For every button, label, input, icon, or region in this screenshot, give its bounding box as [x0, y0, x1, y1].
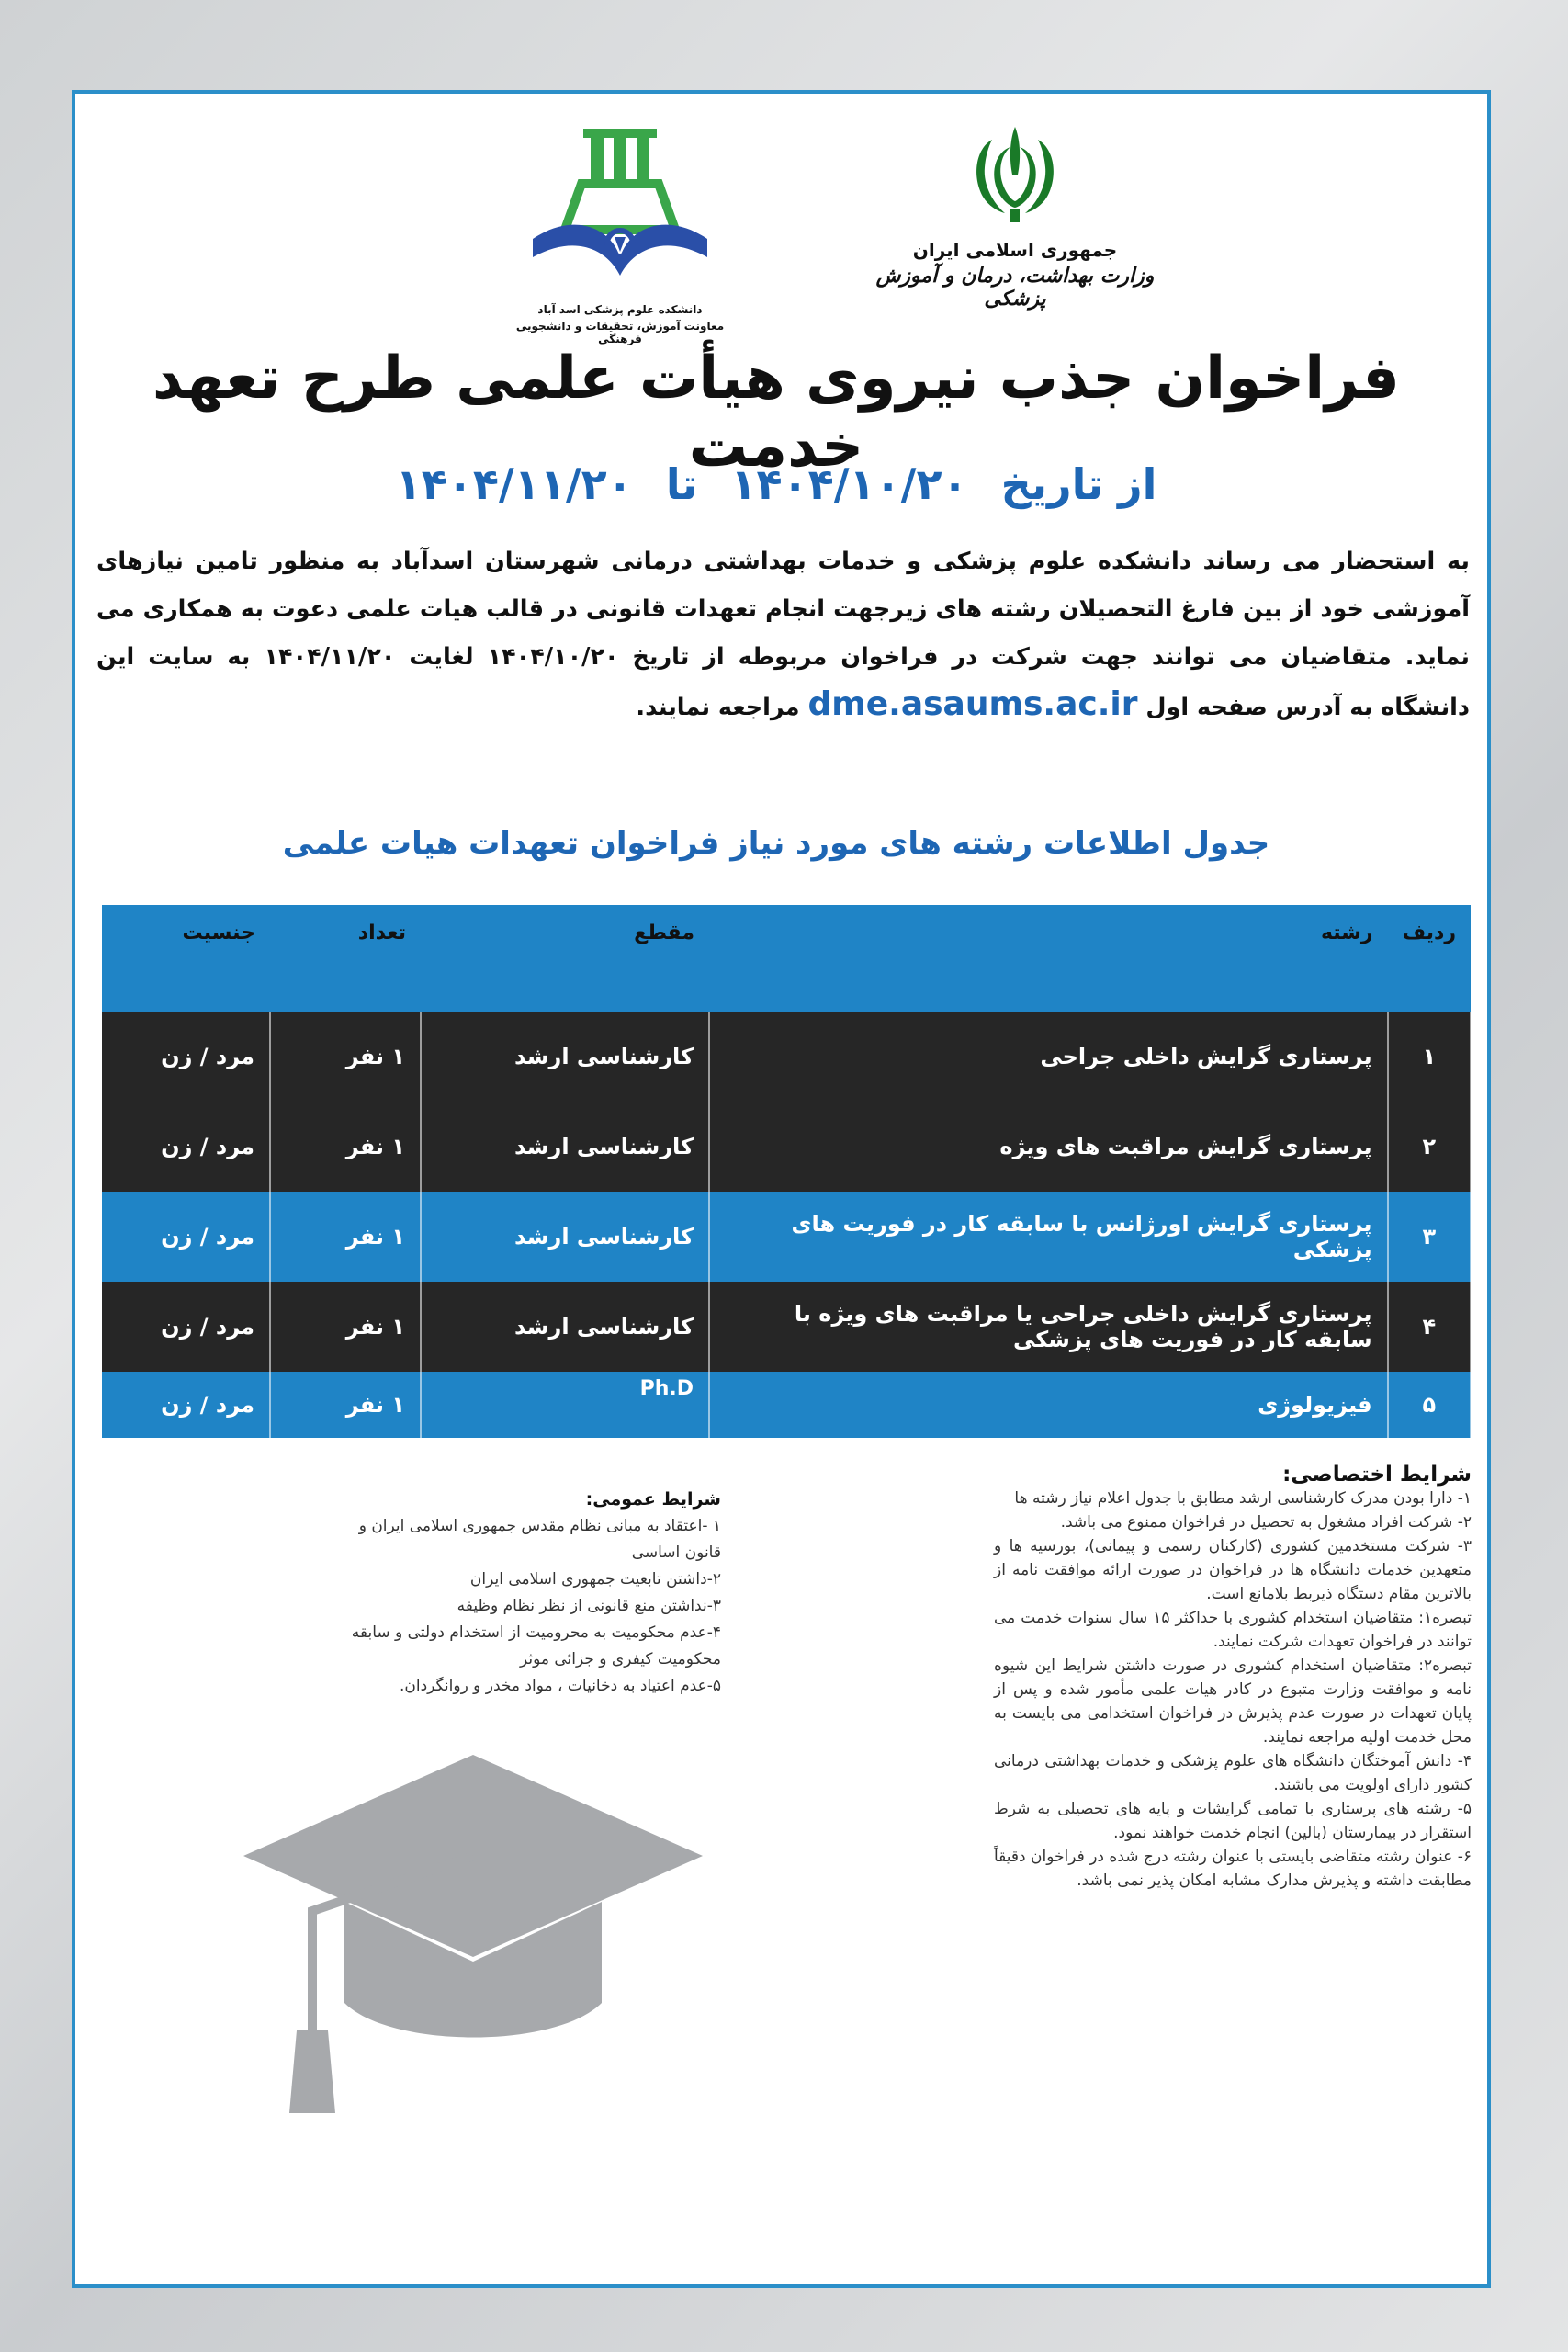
fields-table: [102, 905, 1472, 1438]
ministry-logo: [863, 119, 1167, 311]
list-item: ۳- شرکت مستخدمین کشوری (کارکنان رسمی و پیمانی)، بورسیه ها و متعهدین خدمات دانشگاه ها در فراخوان در صورت ارائه موافقت نامه از بالاترین مقام دستگاه ذیربط بلامانع است.: [994, 1537, 1472, 1603]
row-field: پرستاری گرایش مراقبت های ویژه: [709, 1102, 1388, 1192]
list-item: ۶- عنوان رشته متقاضی بایستی با عنوان رشته درج شده در فراخوان دقیقاً مطابقت داشته و پذیرش مدارک مشابه امکان پذیر نمی باشد.: [994, 1848, 1472, 1890]
intro-text: به استحضار می رساند دانشکده علوم پزشکی و خدمات بهداشتی درمانی شهرستان اسدآباد به منظور تامین نیازهای آموزشی خود از بین فارغ التحصیلان رشته های زیرجهت انجام تعهدات قانونی در قالب هیات علمی دعوت به همکاری می نماید. متقاضیان می توانند جهت شرکت در فراخوان مربوطه از تاریخ ۱۴۰۴/۱۰/۲۰ لغایت ۱۴۰۴/۱۱/۲۰ به سایت این دانشگاه به آدرس صفحه اول: [96, 548, 1471, 721]
list-item: ۱ -اعتقاد به مبانی نظام مقدس جمهوری اسلامی ایران و قانون اساسی: [358, 1517, 721, 1562]
row-count: ۱ نفر: [270, 1102, 421, 1192]
row-num: ۳: [1388, 1192, 1471, 1282]
row-level: Ph.D: [421, 1372, 709, 1438]
header-gender: جنسیت: [102, 905, 270, 1012]
row-level: کارشناسی ارشد: [421, 1102, 709, 1192]
table-title: جدول اطلاعات رشته های مورد نیاز فراخوان تعهدات هیات علمی: [282, 825, 1270, 862]
general-conditions-title: شرایط عمومی:: [585, 1489, 721, 1510]
university-logo: [505, 119, 735, 345]
row-gender: مرد / زن: [102, 1012, 270, 1102]
list-item: تبصره۲: متقاضیان استخدام کشوری در صورت داشتن شرایط این شیوه نامه و موافقت وزارت متبوع در کادر هیات علمی مأمور شده و پس از پایان تعهدات در صورت عدم پذیرش در فراخوان استخدامی می بایست به محل خدمت اولیه مراجعه نمایند.: [994, 1657, 1472, 1747]
date-to-label: تا: [665, 459, 698, 509]
uni-caption-dept: معاونت آموزش، تحقیقات و دانشجویی فرهنگی: [515, 320, 725, 345]
date-from-label: از تاریخ: [1000, 459, 1157, 509]
moh-caption-country: جمهوری اسلامی ایران: [912, 239, 1118, 261]
row-num: ۵: [1388, 1372, 1471, 1438]
row-count: ۱ نفر: [270, 1192, 421, 1282]
list-item: ۲-داشتن تابعیت جمهوری اسلامی ایران: [469, 1570, 721, 1589]
uni-caption-name: دانشکده علوم پزشکی اسد آباد: [537, 303, 703, 316]
row-level: کارشناسی ارشد: [421, 1192, 709, 1282]
row-gender: مرد / زن: [102, 1372, 270, 1438]
graduation-cap: [234, 1727, 712, 2135]
row-gender: مرد / زن: [102, 1282, 270, 1372]
header-count: تعداد: [270, 905, 421, 1012]
list-item: تبصره۱: متقاضیان استخدام کشوری با حداکثر ۱۵ سال سنوات خدمت می توانند در فراخوان تعهدات شرکت نمایند.: [994, 1609, 1472, 1651]
graduation-cap-icon: [234, 1727, 712, 2132]
row-num: ۱: [1388, 1012, 1471, 1102]
table-row: [102, 1192, 1471, 1282]
row-field: پرستاری گرایش اورژانس با سابقه کار در فوریت های پزشکی: [709, 1192, 1388, 1282]
row-field: فیزیولوژی: [709, 1372, 1388, 1438]
date-range: [110, 459, 1442, 509]
intro-tail: مراجعه نمایند.: [636, 694, 800, 721]
row-count: ۱ نفر: [270, 1372, 421, 1438]
list-item: ۵-عدم اعتیاد به دخانیات ، مواد مخدر و روانگردان.: [399, 1677, 721, 1695]
list-item: ۲- شرکت افراد مشغول به تحصیل در فراخوان ممنوع می باشد.: [1060, 1513, 1472, 1532]
list-item: ۵- رشته های پرستاری با تمامی گرایشات و پایه های تحصیلی به شرط استقرار در بیمارستان (بالین) انجام خدمت خواهند نمود.: [994, 1800, 1472, 1842]
special-conditions-title: شرایط اختصاصی:: [1282, 1463, 1472, 1487]
moh-caption-ministry: وزارت بهداشت، درمان و آموزش پزشکی: [875, 265, 1155, 311]
general-conditions: [349, 1487, 721, 1700]
special-conditions: [994, 1463, 1472, 1893]
table-row: [102, 1102, 1471, 1192]
date-from: ۱۴۰۴/۱۰/۲۰: [730, 459, 968, 509]
table-header-row: [102, 905, 1471, 1012]
date-to: ۱۴۰۴/۱۱/۲۰: [395, 459, 633, 509]
intro-paragraph: [96, 537, 1470, 731]
row-level: کارشناسی ارشد: [421, 1282, 709, 1372]
row-count: ۱ نفر: [270, 1282, 421, 1372]
list-item: ۴- دانش آموختگان دانشگاه های علوم پزشکی و خدمات بهداشتی درمانی کشور دارای اولویت می باشند.: [994, 1752, 1472, 1794]
header-num: ردیف: [1388, 905, 1471, 1012]
table-row: [102, 1372, 1471, 1438]
list-item: ۱- دارا بودن مدرک کارشناسی ارشد مطابق با جدول اعلام نیاز رشته ها: [1014, 1489, 1472, 1508]
row-gender: مرد / زن: [102, 1192, 270, 1282]
row-field: پرستاری گرایش داخلی جراحی: [709, 1012, 1388, 1102]
table-row: [102, 1012, 1471, 1102]
header-level: مقطع: [421, 905, 709, 1012]
row-gender: مرد / زن: [102, 1102, 270, 1192]
row-field: پرستاری گرایش داخلی جراحی یا مراقبت های ویژه با سابقه کار در فوریت های پزشکی: [709, 1282, 1388, 1372]
site-link[interactable]: dme.asaums.ac.ir: [807, 685, 1138, 723]
row-level: کارشناسی ارشد: [421, 1012, 709, 1102]
list-item: ۳-نداشتن منع قانونی از نظر نظام وظیفه: [457, 1597, 721, 1615]
header-field: رشته: [709, 905, 1388, 1012]
list-item: ۴-عدم محکومیت به محرومیت از استخدام دولتی و سابقه محکومیت کیفری و جزائی موثر: [351, 1623, 721, 1668]
row-num: ۲: [1388, 1102, 1471, 1192]
table-row: [102, 1282, 1471, 1372]
row-num: ۴: [1388, 1282, 1471, 1372]
page-title: فراخوان جذب نیروی هیأت علمی طرح تعهد خدمت: [152, 345, 1400, 481]
iran-emblem-icon: [955, 119, 1075, 230]
university-logo-icon: [519, 119, 721, 294]
row-count: ۱ نفر: [270, 1012, 421, 1102]
